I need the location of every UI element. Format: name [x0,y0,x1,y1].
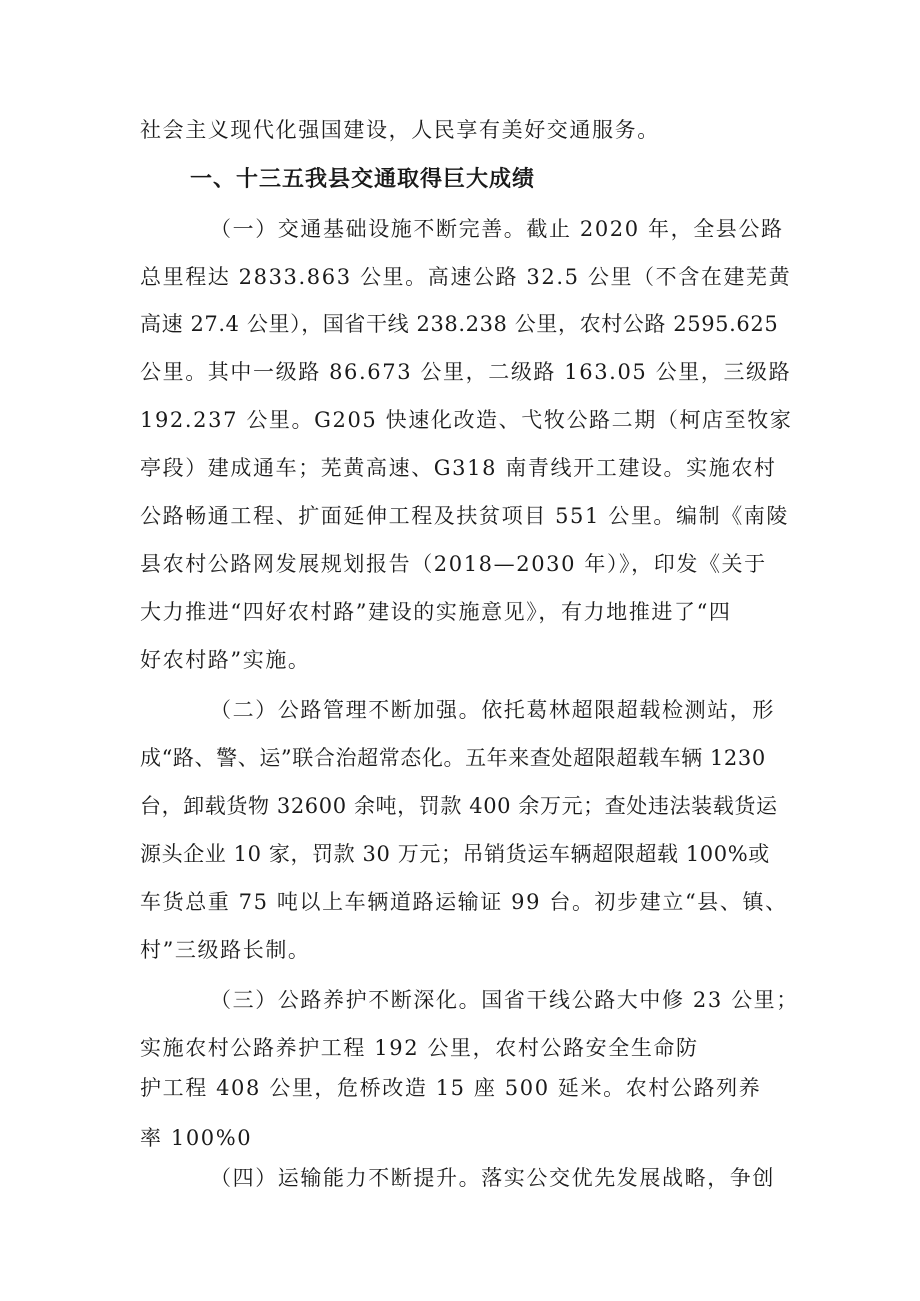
paragraph-line: 好农村路”实施。 [140,648,311,672]
paragraph-line: 源头企业 10 家，罚款 30 万元；吊销货运车辆超限超载 100%或 [140,842,770,866]
paragraph-line: 高速 27.4 公里），国省干线 238.238 公里，农村公路 2595.625 [140,312,779,336]
paragraph-line: 总里程达 2833.863 公里。高速公路 32.5 公里（不含在建芜黄 [140,265,792,289]
paragraph-line: 实施农村公路养护工程 192 公里，农村公路安全生命防 [140,1036,699,1060]
paragraph-line: 公里。其中一级路 86.673 公里，二级路 163.05 公里，三级路 [140,360,792,384]
paragraph-line: （二）公路管理不断加强。依托葛林超限超载检测站，形 [210,698,775,722]
paragraph-line: （三）公路养护不断深化。国省干线公路大中修 23 公里； [210,988,799,1012]
paragraph-line: 成“路、警、运”联合治超常态化。五年来查处超限超载车辆 1230 [140,746,766,770]
intro-line: 社会主义现代化强国建设，人民享有美好交通服务。 [140,118,660,142]
paragraph-line: 台，卸载货物 32600 余吨，罚款 400 余万元；查处违法装载货运 [140,794,778,818]
paragraph-line: 县农村公路网发展规划报告（2018—2030 年）》，印发《关于 [140,552,767,576]
paragraph-line: 亭段）建成通车；芜黄高速、G318 南青线开工建设。实施农村 [140,456,777,480]
paragraph-line: 护工程 408 公里，危桥改造 15 座 500 延米。农村公路列养 [140,1076,762,1100]
paragraph-line: 率 100%0 [140,1126,253,1150]
paragraph-line: （一）交通基础设施不断完善。截止 2020 年，全县公路 [210,217,784,241]
paragraph-line: 车货总重 75 吨以上车辆道路运输证 99 台。初步建立“县、镇、 [140,890,788,914]
section-heading: 一、十三五我县交通取得巨大成绩 [190,167,536,192]
paragraph-line: 公路畅通工程、扩面延伸工程及扶贫项目 551 公里。编制《南陵 [140,504,790,528]
paragraph-line: 村”三级路长制。 [140,938,311,962]
paragraph-line: 大力推进“四好农村路”建设的实施意见》，有力地推进了“四 [140,600,732,624]
paragraph-line: 192.237 公里。G205 快速化改造、弋牧公路二期（柯店至牧家 [140,408,793,432]
paragraph-line: （四）运输能力不断提升。落实公交优先发展战略，争创 [210,1166,775,1190]
